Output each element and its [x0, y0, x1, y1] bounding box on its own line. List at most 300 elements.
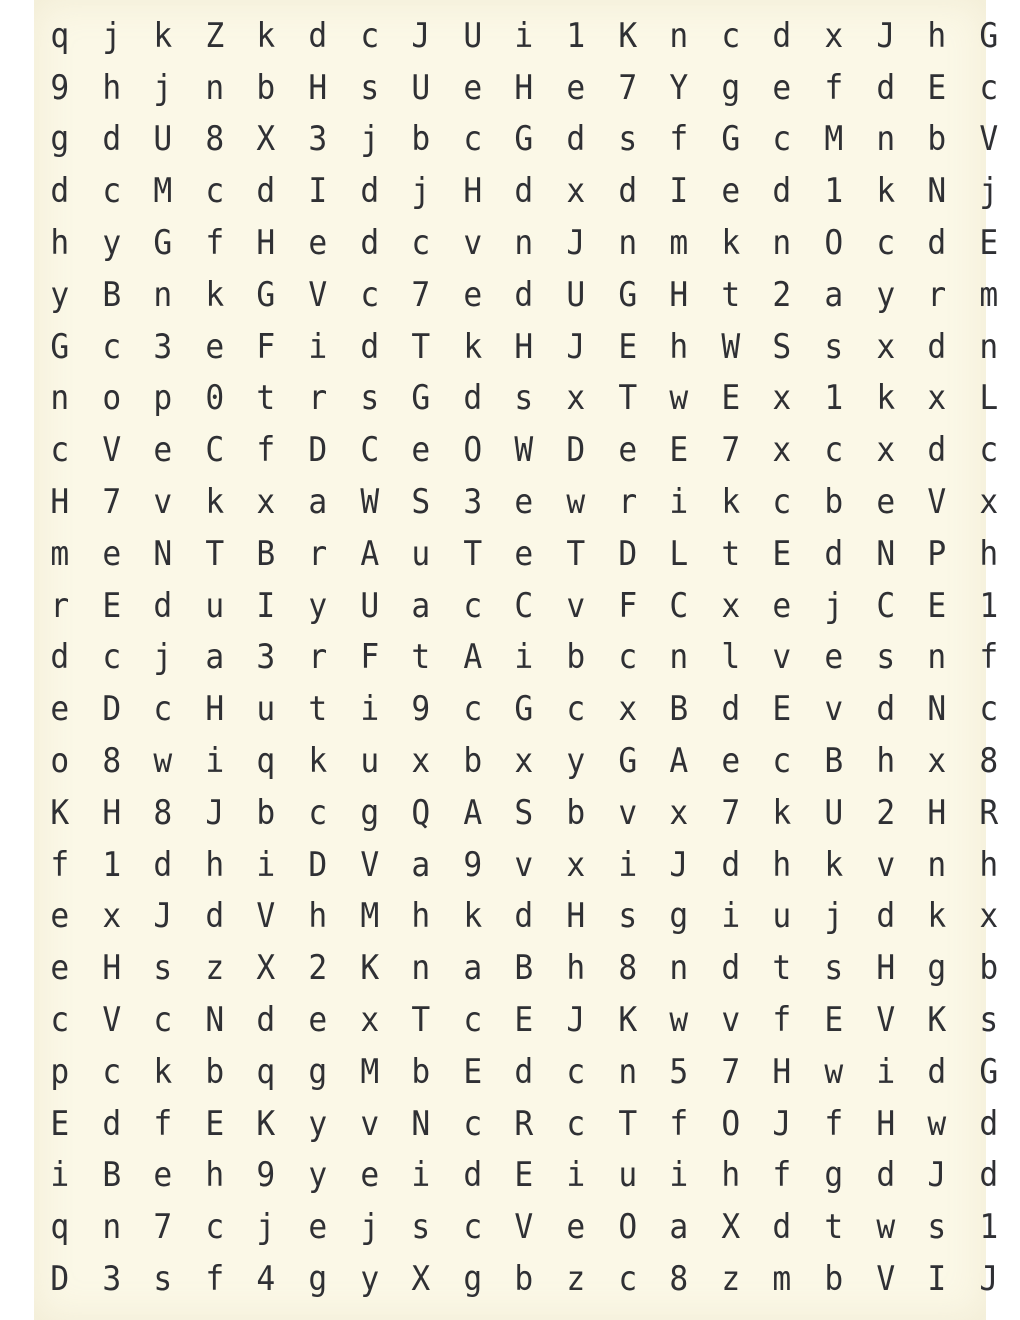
grid-letter: f — [669, 119, 689, 160]
grid-letter: P — [927, 533, 947, 574]
grid-letter: i — [205, 741, 224, 782]
grid-letter: J — [153, 896, 173, 937]
grid-letter: u — [411, 533, 431, 574]
grid-letter: J — [566, 223, 586, 264]
grid-letter: T — [411, 1000, 431, 1041]
grid-letter: c — [824, 430, 844, 471]
grid-letter: c — [411, 223, 431, 264]
grid-letter: E — [101, 585, 121, 626]
grid-letter: T — [463, 533, 482, 574]
grid-row — [34, 1201, 1000, 1253]
grid-letter: s — [617, 119, 637, 160]
grid-letter: V — [256, 896, 276, 937]
grid-letter: e — [721, 741, 740, 782]
grid-letter: B — [669, 689, 689, 730]
grid-letter: g — [50, 119, 70, 160]
grid-letter: D — [617, 533, 637, 574]
grid-letter: v — [153, 482, 173, 523]
grid-letter: d — [359, 171, 379, 212]
grid-letter: 3 — [463, 482, 482, 523]
grid-letter: x — [256, 482, 276, 523]
grid-letter: a — [205, 637, 224, 678]
grid-letter: i — [875, 1051, 895, 1092]
grid-letter: J — [669, 844, 689, 885]
grid-letter: x — [669, 792, 689, 833]
grid-letter: c — [463, 585, 482, 626]
grid-letter: r — [50, 585, 70, 626]
grid-letter: x — [566, 844, 586, 885]
grid-letter: V — [979, 119, 998, 160]
grid-letter: F — [256, 326, 276, 367]
grid-row — [34, 62, 1000, 114]
grid-letter: c — [101, 171, 121, 212]
grid-letter: r — [927, 274, 947, 315]
grid-letter: D — [101, 689, 121, 730]
grid-letter: t — [772, 948, 792, 989]
grid-letter: b — [979, 948, 998, 989]
grid-letter: c — [463, 1103, 482, 1144]
grid-letter: d — [153, 585, 173, 626]
grid-letter: V — [875, 1000, 895, 1041]
grid-row — [34, 735, 1000, 787]
grid-letter: V — [101, 430, 121, 471]
grid-row — [34, 476, 1000, 528]
grid-letter: g — [669, 896, 689, 937]
grid-letter: g — [721, 67, 740, 108]
grid-letter: 8 — [617, 948, 637, 989]
grid-letter: 7 — [721, 792, 740, 833]
grid-letter: F — [359, 637, 379, 678]
grid-letter: H — [101, 948, 121, 989]
grid-letter: J — [205, 792, 224, 833]
grid-letter: H — [205, 689, 224, 730]
grid-letter: n — [875, 119, 895, 160]
grid-letter: f — [50, 844, 70, 885]
grid-letter: M — [359, 896, 379, 937]
grid-letter: d — [927, 430, 947, 471]
grid-letter: t — [308, 689, 328, 730]
grid-letter: x — [566, 378, 586, 419]
letter-grid-page — [34, 0, 998, 1320]
grid-row — [34, 632, 1000, 684]
grid-letter: k — [308, 741, 328, 782]
grid-letter: y — [101, 223, 121, 264]
grid-letter: 3 — [308, 119, 328, 160]
grid-letter: q — [256, 1051, 276, 1092]
grid-letter: e — [153, 1155, 173, 1196]
grid-letter: x — [875, 326, 895, 367]
grid-letter: G — [617, 741, 637, 782]
grid-letter: c — [875, 223, 895, 264]
grid-letter: c — [566, 1051, 586, 1092]
grid-letter: w — [927, 1103, 947, 1144]
grid-letter: H — [50, 482, 70, 523]
grid-letter: U — [411, 67, 431, 108]
grid-letter: o — [50, 741, 70, 782]
grid-letter: O — [463, 430, 482, 471]
grid-letter: d — [875, 689, 895, 730]
grid-letter: h — [566, 948, 586, 989]
grid-letter: 0 — [205, 378, 224, 419]
grid-letter: S — [514, 792, 534, 833]
grid-row — [34, 1098, 1000, 1150]
grid-letter: E — [927, 67, 947, 108]
grid-letter: Z — [205, 15, 224, 56]
grid-letter: k — [463, 326, 482, 367]
grid-letter: B — [824, 741, 844, 782]
grid-row — [34, 10, 1000, 62]
grid-letter: k — [721, 223, 740, 264]
grid-letter: X — [721, 1207, 740, 1248]
grid-letter: r — [308, 533, 328, 574]
grid-letter: t — [721, 274, 740, 315]
grid-letter: c — [463, 689, 482, 730]
grid-letter: h — [50, 223, 70, 264]
grid-letter: w — [669, 378, 689, 419]
grid-letter: h — [927, 15, 947, 56]
grid-letter: i — [359, 689, 379, 730]
grid-row — [34, 580, 1000, 632]
grid-letter: d — [927, 1051, 947, 1092]
grid-letter: c — [721, 15, 740, 56]
grid-letter: E — [50, 1103, 70, 1144]
grid-letter: j — [411, 171, 431, 212]
grid-letter: E — [463, 1051, 482, 1092]
grid-letter: i — [617, 844, 637, 885]
grid-row — [34, 165, 1000, 217]
grid-letter: I — [927, 1259, 947, 1300]
grid-row — [34, 321, 1000, 373]
grid-letter: s — [153, 1259, 173, 1300]
grid-letter: c — [463, 1207, 482, 1248]
grid-letter: t — [256, 378, 276, 419]
grid-letter: j — [101, 15, 121, 56]
grid-letter: x — [359, 1000, 379, 1041]
grid-letter: G — [153, 223, 173, 264]
grid-letter: h — [979, 844, 998, 885]
grid-letter: 7 — [721, 1051, 740, 1092]
grid-letter: a — [824, 274, 844, 315]
grid-letter: v — [463, 223, 482, 264]
grid-letter: w — [875, 1207, 895, 1248]
grid-letter: e — [463, 274, 482, 315]
grid-letter: h — [875, 741, 895, 782]
grid-letter: E — [669, 430, 689, 471]
grid-letter: u — [205, 585, 224, 626]
grid-letter: v — [617, 792, 637, 833]
grid-letter: k — [153, 15, 173, 56]
grid-letter: V — [927, 482, 947, 523]
grid-letter: e — [359, 1155, 379, 1196]
grid-letter: d — [359, 223, 379, 264]
grid-letter: x — [101, 896, 121, 937]
grid-letter: e — [308, 1207, 328, 1248]
grid-letter: x — [927, 378, 947, 419]
grid-letter: G — [514, 119, 534, 160]
grid-letter: E — [927, 585, 947, 626]
grid-letter: x — [979, 482, 998, 523]
grid-letter: k — [205, 274, 224, 315]
grid-letter: j — [979, 171, 998, 212]
grid-letter: I — [256, 585, 276, 626]
grid-letter: x — [411, 741, 431, 782]
grid-letter: e — [721, 171, 740, 212]
grid-letter: d — [721, 689, 740, 730]
grid-letter: g — [359, 792, 379, 833]
grid-letter: 7 — [101, 482, 121, 523]
grid-letter: a — [463, 948, 482, 989]
grid-letter: U — [463, 15, 482, 56]
grid-letter: N — [927, 171, 947, 212]
grid-letter: F — [617, 585, 637, 626]
grid-letter: H — [669, 274, 689, 315]
grid-letter: v — [359, 1103, 379, 1144]
grid-letter: d — [772, 171, 792, 212]
grid-letter: s — [927, 1207, 947, 1248]
grid-letter: c — [50, 430, 70, 471]
grid-letter: B — [101, 1155, 121, 1196]
grid-letter: e — [514, 533, 534, 574]
grid-letter: y — [359, 1259, 379, 1300]
grid-letter: g — [824, 1155, 844, 1196]
grid-letter: J — [566, 326, 586, 367]
grid-letter: B — [514, 948, 534, 989]
grid-letter: d — [617, 171, 637, 212]
grid-letter: l — [721, 637, 740, 678]
grid-letter: e — [308, 223, 328, 264]
grid-row — [34, 994, 1000, 1046]
grid-row — [34, 683, 1000, 735]
grid-letter: e — [824, 637, 844, 678]
grid-letter: v — [824, 689, 844, 730]
grid-letter: 9 — [256, 1155, 276, 1196]
grid-letter: i — [256, 844, 276, 885]
grid-letter: i — [411, 1155, 431, 1196]
grid-letter: w — [669, 1000, 689, 1041]
grid-letter: N — [875, 533, 895, 574]
grid-row — [34, 373, 1000, 425]
grid-letter: n — [617, 223, 637, 264]
grid-letter: V — [359, 844, 379, 885]
grid-letter: f — [669, 1103, 689, 1144]
grid-letter: H — [101, 792, 121, 833]
grid-letter: n — [979, 326, 998, 367]
grid-letter: d — [875, 896, 895, 937]
grid-letter: b — [463, 741, 482, 782]
grid-letter: j — [153, 67, 173, 108]
grid-letter: d — [772, 15, 792, 56]
grid-letter: y — [50, 274, 70, 315]
grid-letter: d — [256, 171, 276, 212]
grid-letter: u — [617, 1155, 637, 1196]
grid-letter: 7 — [721, 430, 740, 471]
grid-letter: e — [772, 585, 792, 626]
grid-letter: U — [153, 119, 173, 160]
grid-letter: y — [308, 1155, 328, 1196]
grid-letter: k — [205, 482, 224, 523]
grid-letter: c — [772, 741, 792, 782]
grid-letter: f — [772, 1155, 792, 1196]
grid-letter: x — [927, 741, 947, 782]
grid-letter: h — [101, 67, 121, 108]
grid-letter: h — [205, 844, 224, 885]
grid-letter: L — [669, 533, 689, 574]
grid-letter: b — [256, 792, 276, 833]
grid-letter: m — [772, 1259, 792, 1300]
grid-letter: e — [875, 482, 895, 523]
grid-letter: d — [824, 533, 844, 574]
grid-letter: n — [514, 223, 534, 264]
grid-letter: w — [566, 482, 586, 523]
grid-letter: c — [772, 482, 792, 523]
grid-letter: H — [514, 326, 534, 367]
grid-letter: e — [205, 326, 224, 367]
grid-letter: c — [359, 15, 379, 56]
grid-letter: b — [411, 1051, 431, 1092]
grid-letter: R — [979, 792, 998, 833]
grid-letter: n — [101, 1207, 121, 1248]
grid-letter: 1 — [824, 171, 844, 212]
grid-letter: v — [514, 844, 534, 885]
grid-letter: d — [927, 223, 947, 264]
grid-letter: X — [256, 119, 276, 160]
grid-letter: 1 — [979, 1207, 998, 1248]
grid-letter: j — [256, 1207, 276, 1248]
grid-row — [34, 1046, 1000, 1098]
grid-letter: W — [721, 326, 740, 367]
grid-letter: n — [927, 844, 947, 885]
grid-letter: i — [669, 482, 689, 523]
grid-letter: j — [359, 119, 379, 160]
grid-letter: T — [617, 378, 637, 419]
grid-letter: c — [205, 1207, 224, 1248]
grid-letter: C — [514, 585, 534, 626]
grid-letter: s — [359, 67, 379, 108]
grid-row — [34, 891, 1000, 943]
grid-letter: H — [875, 948, 895, 989]
grid-letter: j — [153, 637, 173, 678]
grid-letter: k — [927, 896, 947, 937]
grid-letter: e — [566, 67, 586, 108]
grid-letter: x — [514, 741, 534, 782]
grid-letter: Y — [669, 67, 689, 108]
grid-letter: c — [153, 1000, 173, 1041]
grid-letter: c — [463, 1000, 482, 1041]
grid-letter: t — [721, 533, 740, 574]
grid-letter: 7 — [411, 274, 431, 315]
grid-letter: e — [50, 948, 70, 989]
grid-letter: n — [772, 223, 792, 264]
grid-letter: d — [979, 1103, 998, 1144]
grid-letter: c — [772, 119, 792, 160]
grid-row — [34, 424, 1000, 476]
grid-letter: c — [205, 171, 224, 212]
grid-letter: s — [411, 1207, 431, 1248]
grid-letter: b — [205, 1051, 224, 1092]
grid-letter: c — [308, 792, 328, 833]
grid-letter: h — [772, 844, 792, 885]
grid-letter: k — [256, 15, 276, 56]
grid-letter: K — [617, 15, 637, 56]
grid-letter: W — [359, 482, 379, 523]
grid-letter: T — [617, 1103, 637, 1144]
grid-letter: r — [308, 637, 328, 678]
grid-letter: S — [772, 326, 792, 367]
grid-letter: c — [50, 1000, 70, 1041]
grid-letter: M — [153, 171, 173, 212]
grid-letter: s — [617, 896, 637, 937]
grid-letter: d — [101, 119, 121, 160]
grid-row — [34, 787, 1000, 839]
grid-letter: e — [50, 896, 70, 937]
grid-row — [34, 217, 1000, 269]
grid-letter: g — [463, 1259, 482, 1300]
grid-letter: p — [153, 378, 173, 419]
grid-letter: B — [256, 533, 276, 574]
grid-letter: T — [205, 533, 224, 574]
grid-letter: j — [824, 585, 844, 626]
grid-letter: n — [927, 637, 947, 678]
grid-letter: h — [721, 1155, 740, 1196]
grid-letter: c — [617, 637, 637, 678]
grid-letter: H — [566, 896, 586, 937]
grid-letter: 1 — [824, 378, 844, 419]
grid-letter: G — [50, 326, 70, 367]
grid-letter: j — [824, 896, 844, 937]
grid-letter: n — [669, 948, 689, 989]
grid-letter: w — [824, 1051, 844, 1092]
grid-letter: I — [669, 171, 689, 212]
grid-letter: e — [411, 430, 431, 471]
grid-letter: f — [205, 223, 224, 264]
grid-letter: h — [669, 326, 689, 367]
grid-letter: V — [101, 1000, 121, 1041]
grid-letter: N — [153, 533, 173, 574]
grid-letter: E — [721, 378, 740, 419]
grid-letter: H — [927, 792, 947, 833]
grid-letter: d — [514, 1051, 534, 1092]
grid-letter: k — [824, 844, 844, 885]
grid-letter: B — [101, 274, 121, 315]
grid-letter: 1 — [101, 844, 121, 885]
grid-letter: K — [927, 1000, 947, 1041]
grid-letter: J — [772, 1103, 792, 1144]
grid-letter: c — [463, 119, 482, 160]
grid-letter: d — [463, 378, 482, 419]
grid-letter: e — [463, 67, 482, 108]
grid-letter: s — [979, 1000, 998, 1041]
grid-letter: J — [411, 15, 431, 56]
grid-letter: t — [411, 637, 431, 678]
grid-letter: U — [359, 585, 379, 626]
grid-letter: b — [256, 67, 276, 108]
grid-letter: V — [875, 1259, 895, 1300]
grid-letter: i — [721, 896, 740, 937]
grid-row — [34, 1150, 1000, 1202]
grid-letter: b — [411, 119, 431, 160]
grid-letter: i — [514, 15, 534, 56]
grid-letter: a — [669, 1207, 689, 1248]
grid-row — [34, 528, 1000, 580]
grid-letter: 8 — [979, 741, 998, 782]
grid-letter: b — [566, 792, 586, 833]
grid-letter: O — [617, 1207, 637, 1248]
grid-letter: U — [566, 274, 586, 315]
grid-letter: m — [669, 223, 689, 264]
grid-letter: A — [463, 637, 482, 678]
grid-letter: d — [153, 844, 173, 885]
grid-letter: v — [875, 844, 895, 885]
